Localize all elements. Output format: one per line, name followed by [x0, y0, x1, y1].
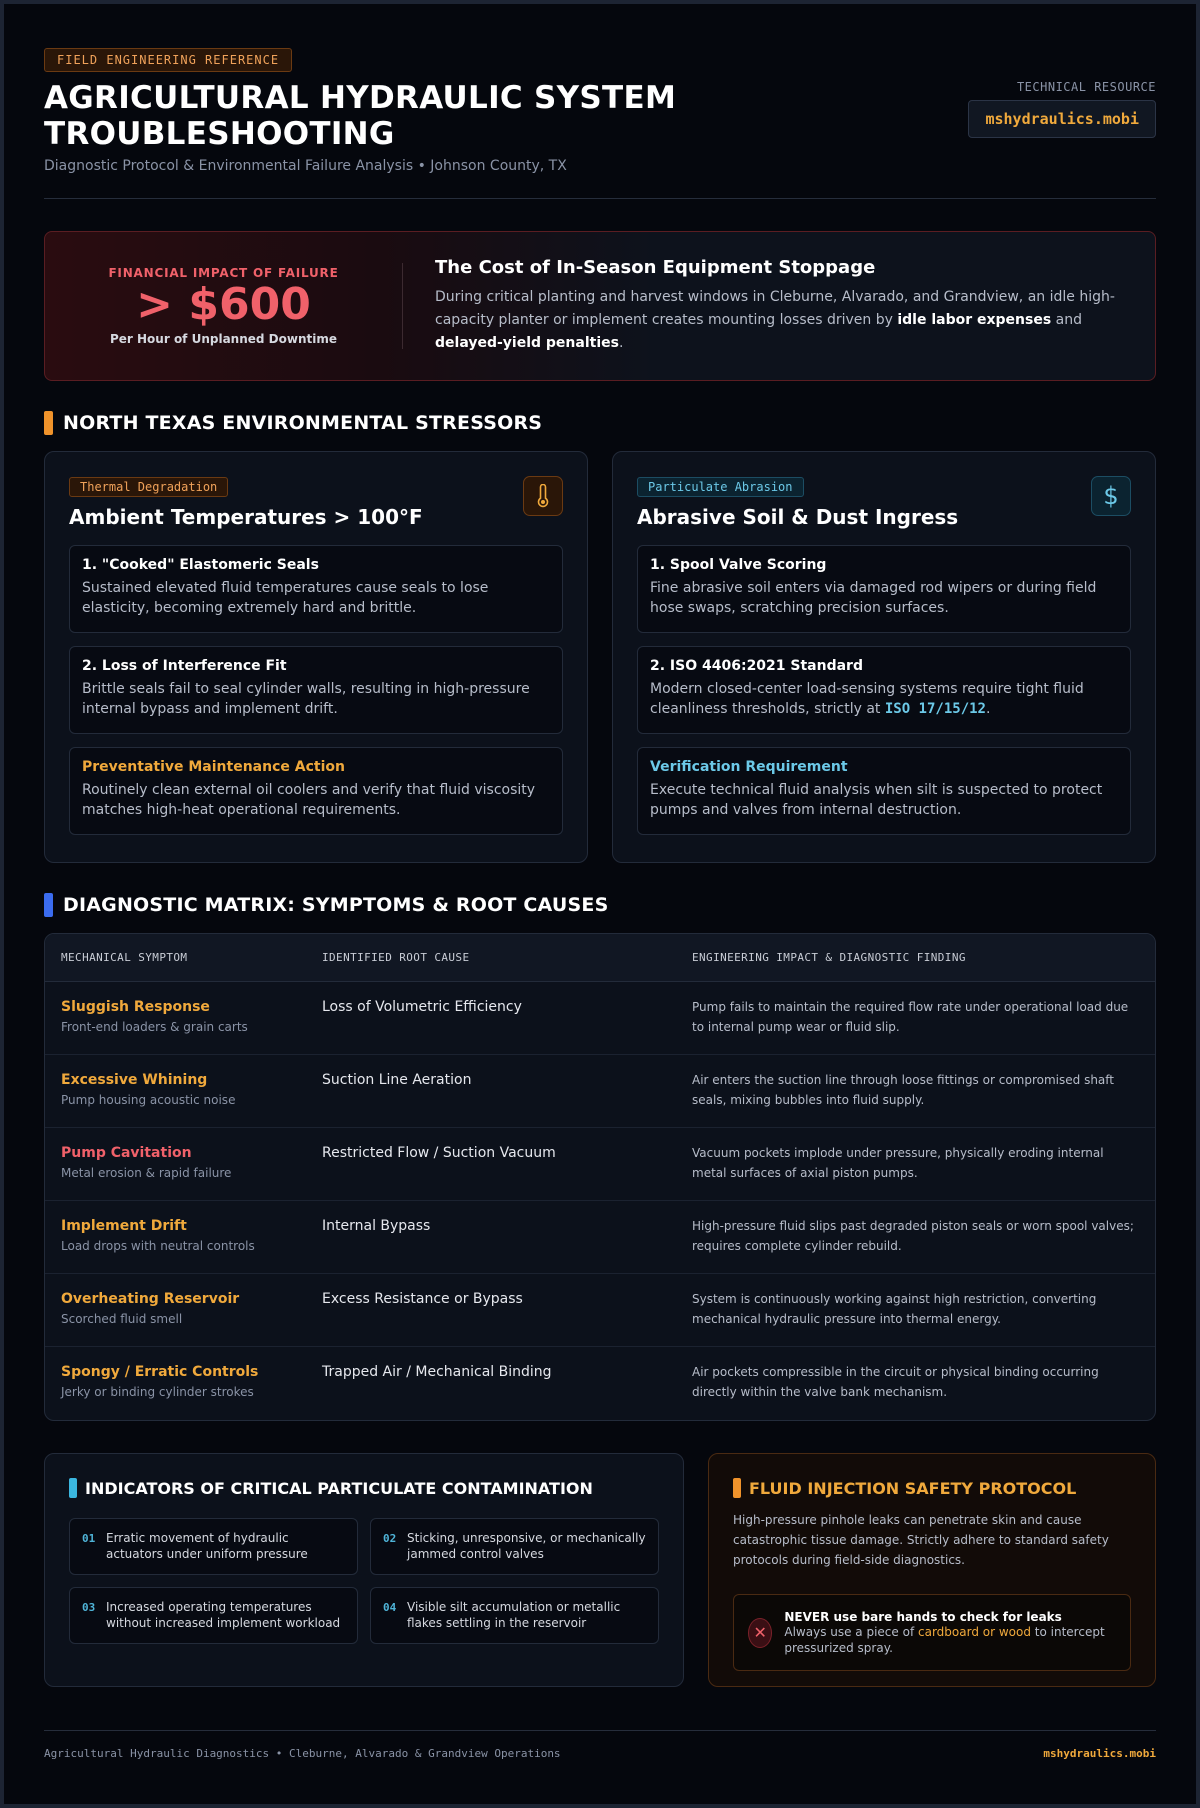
thermal-tag: Thermal Degradation: [69, 477, 228, 497]
finding-cell: [692, 1072, 1155, 1110]
table-row: [45, 1274, 1155, 1347]
diagnostic-finding: Air enters the suction line through loose fittings or compromised shaft seals, mixing bubbles into fluid supply.: [692, 1073, 1114, 1107]
diagnostic-finding: Pump fails to maintain the required flow rate under operational load due to internal pump wear or fluid slip.: [692, 1000, 1129, 1034]
indicator-text: Erratic movement of hydraulic actuators under uniform pressure: [106, 1531, 308, 1561]
technical-resource-link[interactable]: mshydraulics.mobi: [968, 100, 1156, 138]
symptom-name: Overheating Reservoir: [61, 1291, 240, 1307]
bottom-panels: [44, 1453, 1156, 1687]
stressor-cards: [44, 451, 1156, 863]
page: [4, 4, 1196, 1804]
reference-tag: FIELD ENGINEERING REFERENCE: [44, 48, 292, 72]
indicator-number: 04: [383, 1601, 397, 1614]
particulate-title: Abrasive Soil & Dust Ingress: [637, 505, 959, 529]
impact-text-c: .: [618, 335, 624, 351]
col-finding: ENGINEERING IMPACT & DIAGNOSTIC FINDING: [692, 951, 966, 964]
section-accent-bar: [69, 1478, 77, 1498]
thermometer-icon: [523, 476, 563, 516]
header: [44, 48, 1156, 198]
matrix-header: [45, 934, 1155, 982]
thermal-title: Ambient Temperatures > 100°F: [69, 505, 423, 529]
safety-panel: [708, 1453, 1156, 1687]
table-row: [45, 982, 1155, 1055]
header-divider: [44, 198, 1156, 199]
diagnostic-matrix: [44, 933, 1156, 1421]
footer-text: Agricultural Hydraulic Diagnostics • Cleburne, Alvarado & Grandview Operations: [44, 1747, 561, 1760]
section-accent-bar: [44, 893, 53, 917]
particulate-item-title: 2. ISO 4406:2021 Standard: [650, 658, 863, 674]
symptom-name: Spongy / Erratic Controls: [61, 1364, 259, 1380]
indicator-item: [69, 1587, 358, 1644]
particulate-verify-text: Execute technical fluid analysis when silt is suspected to protect pumps and valves from internal destruction.: [650, 782, 1103, 818]
root-cause: Restricted Flow / Suction Vacuum: [322, 1145, 556, 1161]
thermal-item-text: Sustained elevated fluid temperatures cause seals to lose elasticity, becoming extremely hard and brittle.: [82, 580, 489, 616]
stressors-title-text: NORTH TEXAS ENVIRONMENTAL STRESSORS: [63, 412, 543, 434]
table-row: [45, 1201, 1155, 1274]
indicator-text: Increased operating temperatures without increased implement workload: [106, 1600, 341, 1630]
warning-body: [784, 1610, 1130, 1656]
finding-cell: [692, 1291, 1155, 1329]
impact-label: FINANCIAL IMPACT OF FAILURE: [108, 266, 339, 280]
particulate-verify-item: [637, 747, 1131, 835]
thermal-action-item: [69, 747, 563, 835]
contamination-grid: [69, 1518, 659, 1644]
matrix-body: [45, 982, 1155, 1420]
cause-cell: [322, 1145, 692, 1161]
symptom-cell: [45, 1145, 322, 1180]
impact-bold-b: delayed-yield penalties: [435, 335, 619, 351]
particulate-tag: Particulate Abrasion: [637, 477, 804, 497]
diagnostic-finding: System is continuously working against high restriction, converting mechanical hydraulic pressure into thermal energy.: [692, 1292, 1097, 1326]
safety-title-text: FLUID INJECTION SAFETY PROTOCOL: [749, 1478, 1077, 1498]
contamination-title-text: INDICATORS OF CRITICAL PARTICULATE CONTAMINATION: [85, 1478, 593, 1498]
symptom-detail: Front-end loaders & grain carts: [61, 1020, 248, 1034]
thermal-action-text: Routinely clean external oil coolers and verify that fluid viscosity matches high-heat operational requirements.: [82, 782, 536, 818]
impact-value: > $600: [136, 279, 311, 330]
page-subtitle: Diagnostic Protocol & Environmental Failure Analysis • Johnson County, TX: [44, 158, 567, 174]
matrix-section-title: [44, 893, 1156, 917]
diagnostic-finding: Vacuum pockets implode under pressure, physically eroding internal metal surfaces of axial piston pumps.: [692, 1146, 1104, 1180]
impact-text-a: During critical planting and harvest windows in Cleburne, Alvarado, and Grandview, an idle high-capacity planter or implement creates mounting losses driven by: [435, 289, 1115, 328]
thermal-item: [69, 646, 563, 734]
indicator-number: 03: [82, 1601, 96, 1614]
particulate-item-title: 1. Spool Valve Scoring: [650, 557, 827, 573]
particulate-item: [637, 646, 1131, 734]
indicator-text: Sticking, unresponsive, or mechanically jammed control valves: [407, 1531, 646, 1561]
particulate-verify-title: Verification Requirement: [650, 759, 848, 775]
contamination-title: [69, 1478, 659, 1498]
particulate-item-text: [650, 679, 1118, 719]
symptom-detail: Scorched fluid smell: [61, 1312, 183, 1326]
thermal-item: [69, 545, 563, 633]
indicator-item: [370, 1587, 659, 1644]
impact-bold-a: idle labor expenses: [897, 312, 1052, 328]
cause-cell: [322, 1291, 692, 1307]
diagnostic-finding: High-pressure fluid slips past degraded piston seals or worn spool valves; requires complete cylinder rebuild.: [692, 1219, 1134, 1253]
root-cause: Suction Line Aeration: [322, 1072, 472, 1088]
indicator-number: 02: [383, 1532, 397, 1545]
warning-highlight: cardboard or wood: [918, 1624, 1031, 1639]
footer: [44, 1730, 1156, 1760]
technical-resource-label: TECHNICAL RESOURCE: [1016, 80, 1156, 94]
iso-tail: .: [986, 701, 991, 717]
dollar-icon: $: [1091, 476, 1131, 516]
safety-warning: [733, 1594, 1131, 1671]
finding-cell: [692, 999, 1155, 1037]
safety-text: High-pressure pinhole leaks can penetrate skin and cause catastrophic tissue damage. Strictly adhere to standard safety protocols during field-side diagnostics.: [733, 1513, 1109, 1567]
impact-metric: [45, 263, 403, 349]
impact-sub: Per Hour of Unplanned Downtime: [109, 332, 337, 346]
cause-cell: [322, 1364, 692, 1380]
symptom-detail: Pump housing acoustic noise: [61, 1093, 236, 1107]
diagnostic-finding: Air pockets compressible in the circuit or physical binding occurring directly within the valve bank mechanism.: [692, 1365, 1099, 1399]
warning-text: [784, 1624, 1130, 1656]
root-cause: Internal Bypass: [322, 1218, 431, 1234]
page-title: AGRICULTURAL HYDRAULIC SYSTEM TROUBLESHOOTING: [44, 80, 677, 152]
symptom-detail: Metal erosion & rapid failure: [61, 1166, 232, 1180]
safety-title: [733, 1478, 1131, 1498]
symptom-cell: [45, 1218, 322, 1253]
iso-code: ISO 17/15/12: [884, 701, 986, 717]
symptom-name: Pump Cavitation: [61, 1145, 192, 1161]
impact-description: [403, 257, 1155, 355]
particulate-card: [612, 451, 1156, 863]
root-cause: Excess Resistance or Bypass: [322, 1291, 523, 1307]
technical-resource: [968, 80, 1156, 138]
cause-cell: [322, 1072, 692, 1088]
section-accent-bar: [733, 1478, 741, 1498]
thermal-item-text: Brittle seals fail to seal cylinder walls, resulting in high-pressure internal bypass and implement drift.: [82, 681, 530, 717]
thermal-action-title: Preventative Maintenance Action: [82, 759, 345, 775]
iso-text: Modern closed-center load-sensing systems require tight fluid cleanliness thresholds, strictly at: [650, 681, 1084, 717]
table-row: [45, 1055, 1155, 1128]
thermal-card: [44, 451, 588, 863]
thermal-item-title: 2. Loss of Interference Fit: [82, 658, 287, 674]
cause-cell: [322, 1218, 692, 1234]
col-cause: IDENTIFIED ROOT CAUSE: [322, 951, 470, 964]
warning-title: NEVER use bare hands to check for leaks: [784, 1609, 1062, 1624]
table-row: [45, 1347, 1155, 1420]
indicator-item: [370, 1518, 659, 1575]
finding-cell: [692, 1145, 1155, 1183]
particulate-item: [637, 545, 1131, 633]
root-cause: Trapped Air / Mechanical Binding: [322, 1364, 552, 1380]
indicator-item: [69, 1518, 358, 1575]
contamination-panel: [44, 1453, 684, 1687]
symptom-detail: Load drops with neutral controls: [61, 1239, 255, 1253]
section-accent-bar: [44, 411, 53, 435]
root-cause: Loss of Volumetric Efficiency: [322, 999, 522, 1015]
impact-title: The Cost of In-Season Equipment Stoppage: [435, 257, 876, 278]
warning-text-b: to intercept pressurized spray.: [784, 1624, 1105, 1655]
finding-cell: [692, 1218, 1155, 1256]
finding-cell: [692, 1364, 1155, 1402]
symptom-name: Excessive Whining: [61, 1072, 208, 1088]
symptom-name: Implement Drift: [61, 1218, 187, 1234]
particulate-item-text: Fine abrasive soil enters via damaged rod wipers or during field hose swaps, scratching precision surfaces.: [650, 580, 1097, 616]
cause-cell: [322, 999, 692, 1015]
symptom-cell: [45, 999, 322, 1034]
symptom-cell: [45, 1291, 322, 1326]
col-symptom: MECHANICAL SYMPTOM: [61, 951, 188, 964]
financial-impact-banner: [44, 231, 1156, 381]
thermal-item-title: 1. "Cooked" Elastomeric Seals: [82, 557, 319, 573]
table-row: [45, 1128, 1155, 1201]
symptom-cell: [45, 1364, 322, 1399]
matrix-title-text: DIAGNOSTIC MATRIX: SYMPTOMS & ROOT CAUSES: [63, 894, 609, 916]
indicator-text: Visible silt accumulation or metallic flakes settling in the reservoir: [407, 1600, 621, 1630]
symptom-name: Sluggish Response: [61, 999, 210, 1015]
close-circle-icon: ✕: [748, 1618, 772, 1648]
stressors-section-title: [44, 411, 1156, 435]
warning-text-a: Always use a piece of: [784, 1624, 918, 1639]
symptom-detail: Jerky or binding cylinder strokes: [61, 1385, 254, 1399]
indicator-number: 01: [82, 1532, 96, 1545]
footer-link[interactable]: mshydraulics.mobi: [1043, 1747, 1156, 1760]
impact-text-b: and: [1051, 312, 1082, 328]
impact-text: [435, 286, 1125, 355]
symptom-cell: [45, 1072, 322, 1107]
